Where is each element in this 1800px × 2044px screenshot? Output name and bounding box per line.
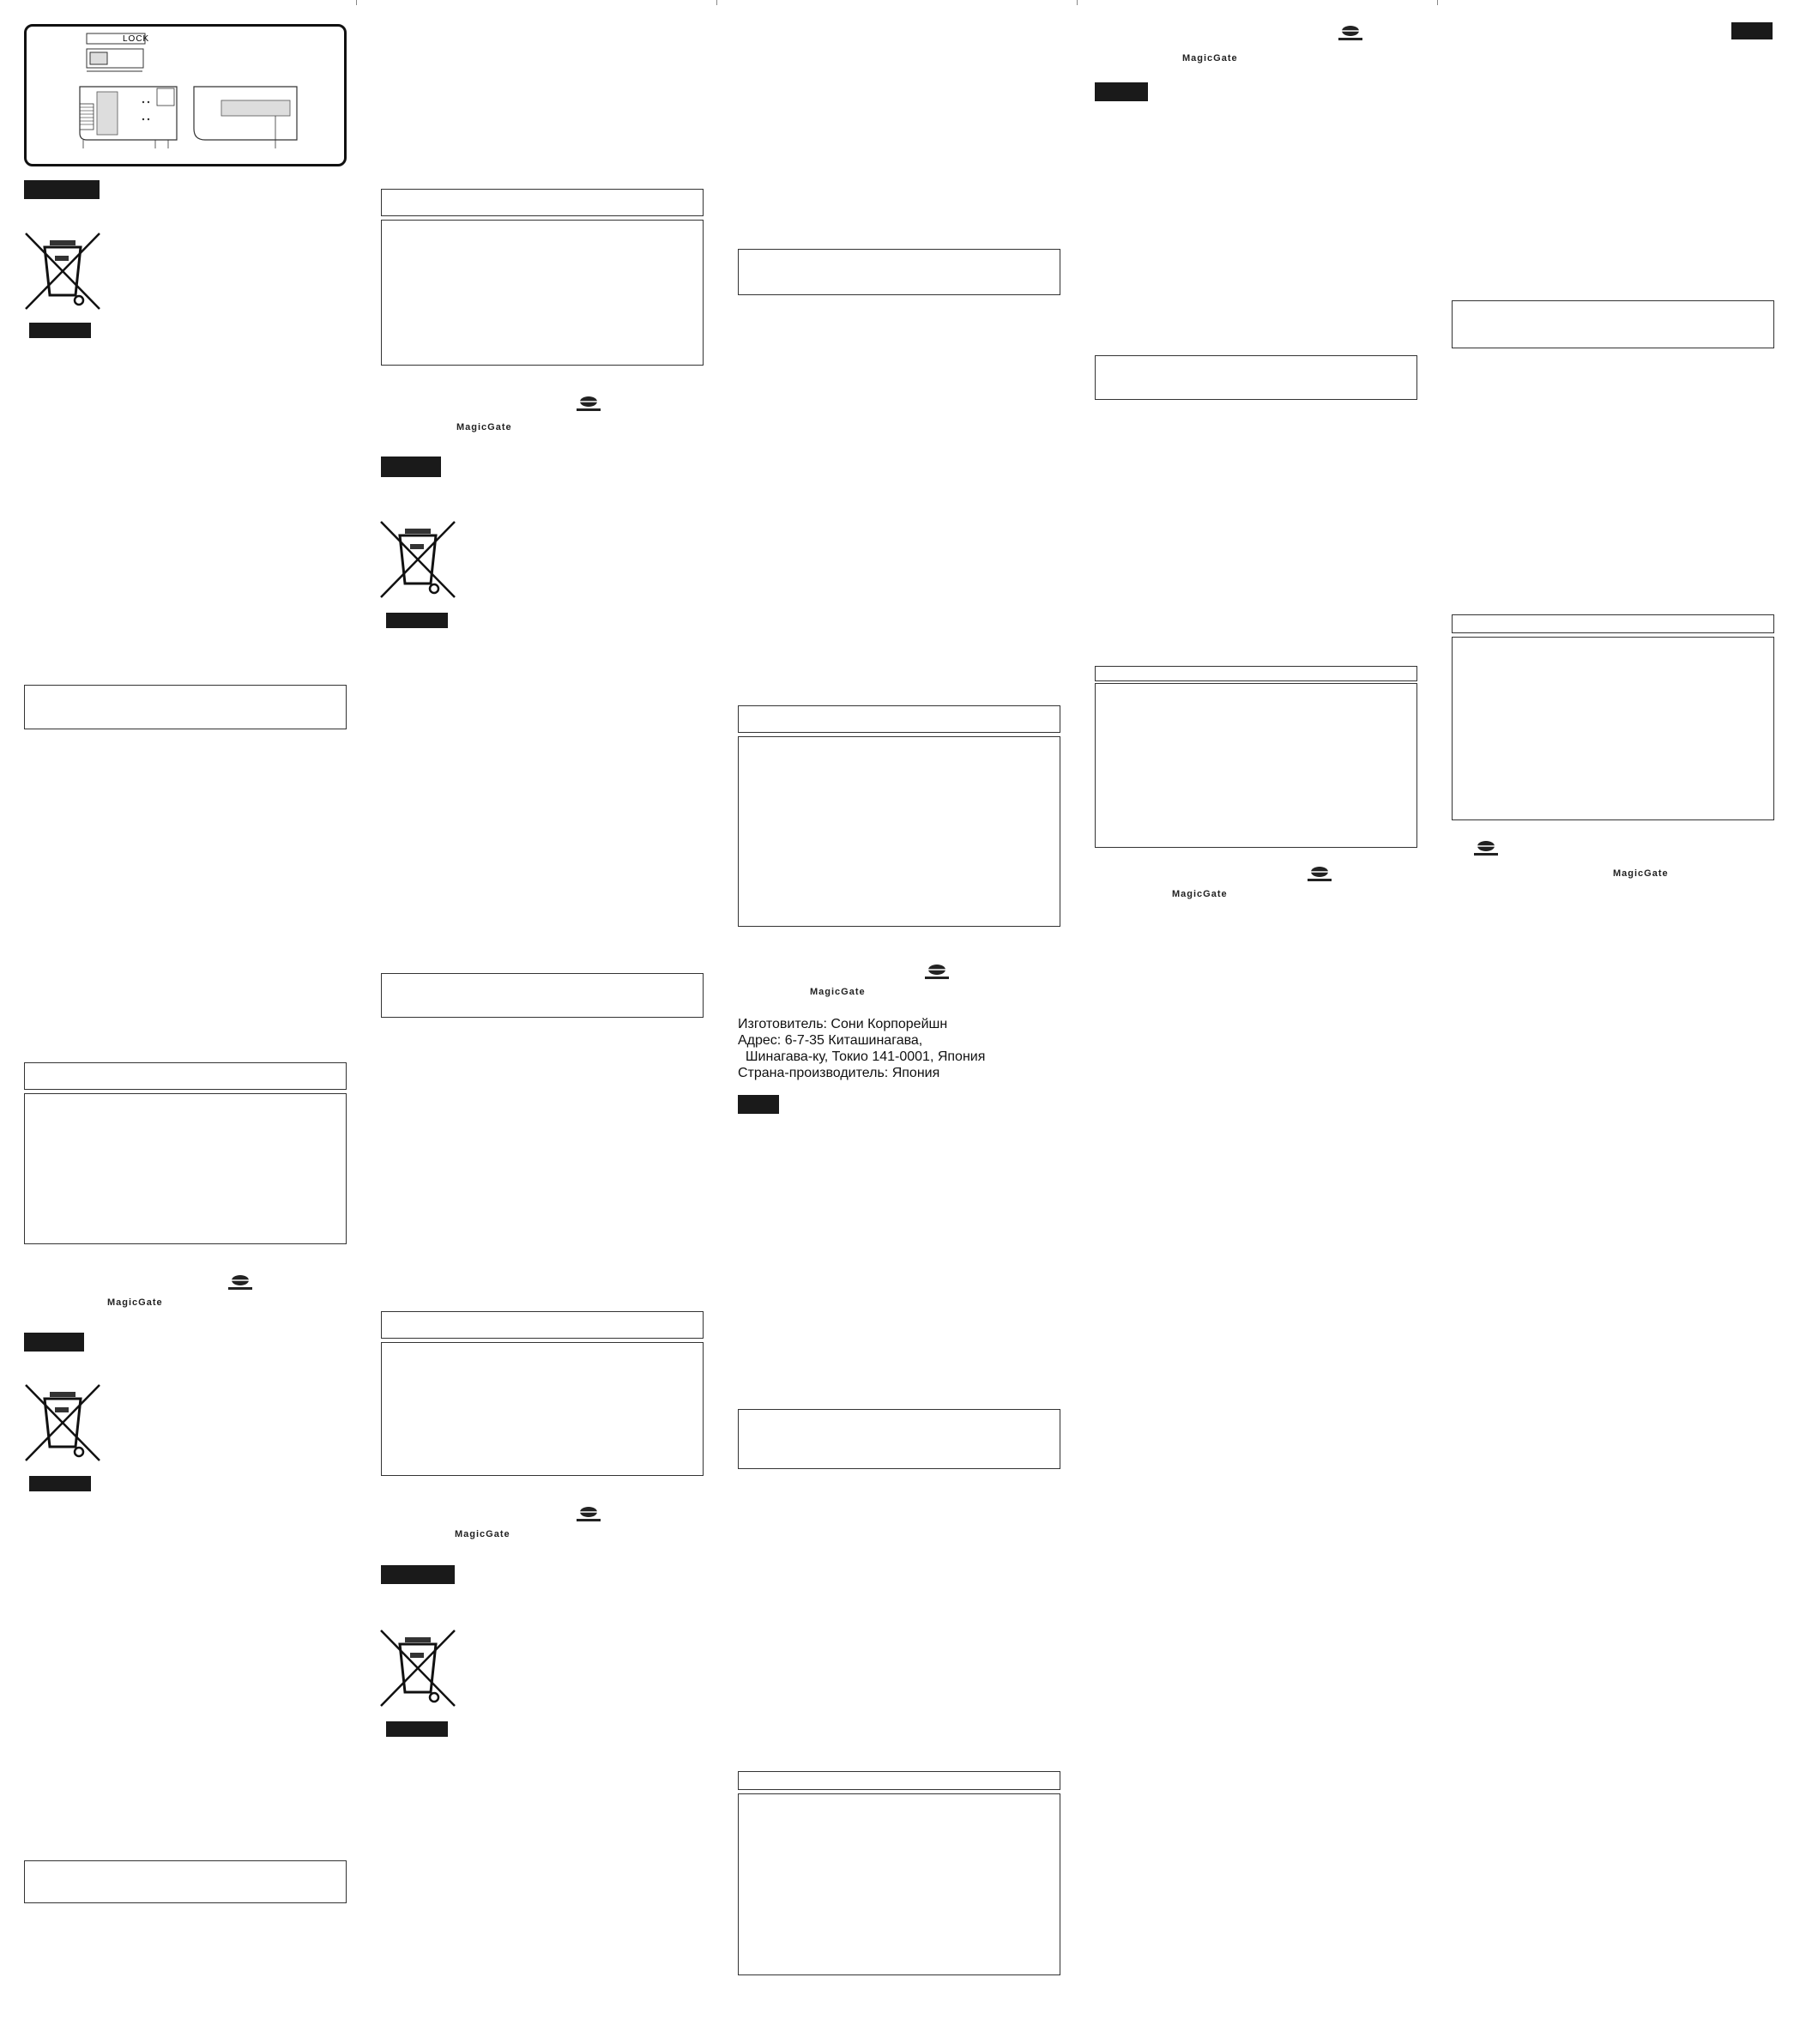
note-box <box>738 1409 1060 1469</box>
magicgate-logo: MagicGate <box>810 987 866 997</box>
note-box <box>1095 355 1417 400</box>
section-label <box>1095 82 1148 101</box>
note-box <box>24 685 347 729</box>
magicgate-logo: MagicGate <box>455 1529 510 1539</box>
crossed-out-wheelie-bin-icon <box>379 520 458 599</box>
table-header-box <box>24 1062 347 1090</box>
table-body-box <box>738 736 1060 927</box>
table-header-box <box>738 1771 1060 1790</box>
table-body-box <box>381 220 704 366</box>
manufacturer-line: Изготовитель: Сони Корпорейшн <box>738 1017 948 1031</box>
memory-stick-icon <box>1471 838 1522 868</box>
crossed-out-wheelie-bin-icon <box>24 1383 103 1462</box>
table-body-box <box>1095 683 1417 848</box>
fold-mark <box>1077 0 1078 5</box>
section-label <box>24 1333 84 1352</box>
magicgate-logo: MagicGate <box>1172 889 1228 899</box>
lock-label: LOCK <box>123 34 150 44</box>
note-box <box>381 973 704 1018</box>
magicgate-logo: MagicGate <box>1182 53 1238 63</box>
section-label <box>738 1095 779 1114</box>
memory-stick-icon <box>1304 863 1356 894</box>
section-label <box>29 1476 91 1491</box>
table-header-box <box>381 1311 704 1339</box>
section-label <box>381 1565 455 1584</box>
note-box <box>1452 300 1774 348</box>
table-body-box <box>1452 637 1774 820</box>
table-header-box <box>1452 614 1774 633</box>
crossed-out-wheelie-bin-icon <box>24 232 103 311</box>
magicgate-logo: MagicGate <box>1613 868 1669 879</box>
table-header-box <box>381 189 704 216</box>
section-label <box>1731 22 1773 39</box>
section-label <box>29 323 91 338</box>
table-header-box <box>738 705 1060 733</box>
crossed-out-wheelie-bin-icon <box>379 1629 458 1708</box>
address-line: Шинагава-ку, Токио 141-0001, Япония <box>738 1049 986 1064</box>
note-box <box>738 249 1060 295</box>
section-label <box>386 1721 448 1737</box>
magicgate-logo: MagicGate <box>456 422 512 432</box>
fold-mark <box>716 0 717 5</box>
note-box <box>24 1860 347 1903</box>
memory-stick-icon <box>573 393 625 424</box>
memory-stick-icon <box>921 961 973 992</box>
memory-stick-icon <box>225 1272 276 1303</box>
memory-stick-icon <box>1335 22 1386 53</box>
table-header-box <box>1095 666 1417 681</box>
memory-stick-icon <box>573 1503 625 1534</box>
manufacturer-info <box>738 1016 985 1081</box>
magicgate-logo: MagicGate <box>107 1297 163 1308</box>
table-body-box <box>24 1093 347 1244</box>
table-body-box <box>381 1342 704 1476</box>
section-label <box>381 457 441 477</box>
memory-stick-drawing <box>27 27 344 164</box>
section-label <box>386 613 448 628</box>
memory-stick-diagram <box>24 24 347 166</box>
table-body-box <box>738 1793 1060 1975</box>
country-line: Страна-производитель: Япония <box>738 1066 940 1080</box>
fold-mark <box>1437 0 1438 5</box>
section-label <box>24 180 100 199</box>
address-line: Адрес: 6-7-35 Киташинагава, <box>738 1033 923 1048</box>
fold-mark <box>356 0 357 5</box>
